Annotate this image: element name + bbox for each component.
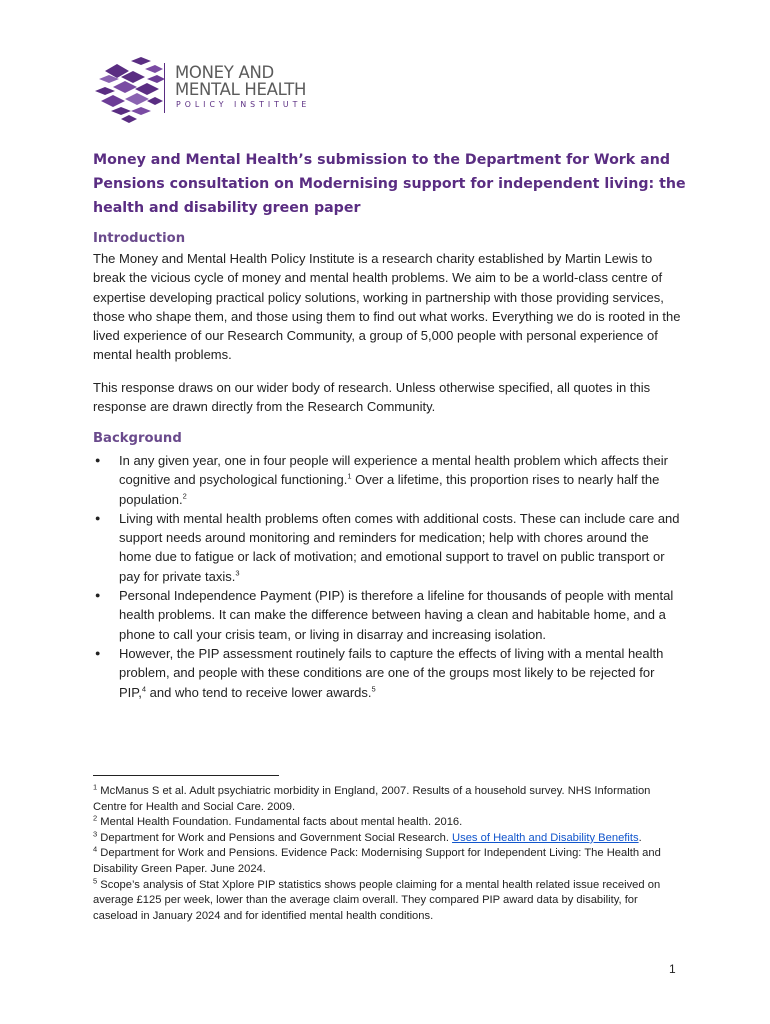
list-item: ● In any given year, one in four people will experience a mental health problem which affects their cognitive and psychological functioning.$^1$ Over a lifetime, this proportion rises to nearly half the population.$^2$ — [93, 451, 683, 509]
footnote-ref[interactable]: 3 — [235, 568, 240, 578]
footnote-ref[interactable]: 4 — [141, 684, 147, 694]
footnote-3: $^3$ Department for Work and Pensions and Government Social Research. Uses of Health and Disability Benefits. — [93, 829, 642, 844]
logo-text-line1: MONEY AND — [175, 63, 274, 82]
list-item: ● Personal Independence Payment (PIP) is therefore a lifeline for thousands of people with mental health problems. It can make the difference between having a clean and habitable home, and a phone to call your crisis team, or living in disarray and increasing isolation. — [93, 586, 683, 644]
logo-text-line3: POLICY INSTITUTE — [176, 100, 311, 109]
background-heading: Background — [93, 431, 182, 446]
footnote-5: $^5$ Scope’s analysis of Stat Xplore PIP statistics shows people claiming for a mental health related issue received on average £125 per week, lower than the average claim overall. They compared PIP award data by disability, for caseload in January 2024 and for identified mental health conditions. — [93, 875, 661, 922]
list-item: ● However, the PIP assessment routinely fails to capture the effects of living with a mental health problem, and people with these conditions are one of the groups most likely to be rejected for PIP,$^4$ and who tend to receive lower awards.$^5$ — [93, 644, 683, 702]
logo-divider — [164, 63, 165, 113]
footnote-3-link[interactable]: Uses of Health and Disability Benefits — [452, 831, 639, 844]
footnote-divider — [93, 775, 279, 776]
footnotes — [93, 784, 683, 924]
footnote-4: $^4$ Department for Work and Pensions. Evidence Pack: Modernising Support for Independent Living: The Health and Disability Green Paper. June 2024. — [93, 844, 661, 875]
footnote-ref[interactable]: 1 — [347, 471, 352, 481]
introduction-paragraph-1: The Money and Mental Health Policy Institute is a research charity established by Martin Lewis to break the vicious cycle of money and mental health problems. We aim to be a world-class centre of expertise developing practical policy solutions, working in partnership with those providing services, those who shape them, and those using them to find out what works. Everything we do is rooted in the lived experience of our Research Community, a group of 5,000 people with personal experience of mental health problems. — [93, 251, 681, 363]
page-number: 1 — [669, 962, 676, 976]
footnote-1: $^1$ McManus S et al. Adult psychiatric morbidity in England, 2007. Results of a household survey. NHS Information Centre for Health and Social Care. 2009. — [93, 782, 651, 813]
footnote-ref[interactable]: 5 — [371, 684, 376, 694]
introduction-paragraph-2: This response draws on our wider body of research. Unless otherwise specified, all quotes in this response are drawn directly from the Research Community. — [93, 380, 651, 415]
footnote-2: $^2$ Mental Health Foundation. Fundamental facts about mental health. 2016. — [93, 813, 463, 829]
introduction-heading: Introduction — [93, 231, 186, 246]
logo-text-line2: MENTAL HEALTH — [175, 80, 307, 99]
document-title: Money and Mental Health’s submission to the Department for Work and Pensions consultation on Modernising support for independent living: the health and disability green paper — [93, 152, 686, 216]
list-item: ● Living with mental health problems often comes with additional costs. These can include care and support needs around monitoring and reminders for medication; help with chores around the home due to fatigue or lack of motivation; and emotional support to travel on public transport or pay for private taxis.$^3$ — [93, 509, 683, 586]
background-list — [93, 451, 683, 702]
footnote-ref[interactable]: 2 — [182, 491, 187, 501]
logo-cube-icon — [95, 57, 165, 123]
